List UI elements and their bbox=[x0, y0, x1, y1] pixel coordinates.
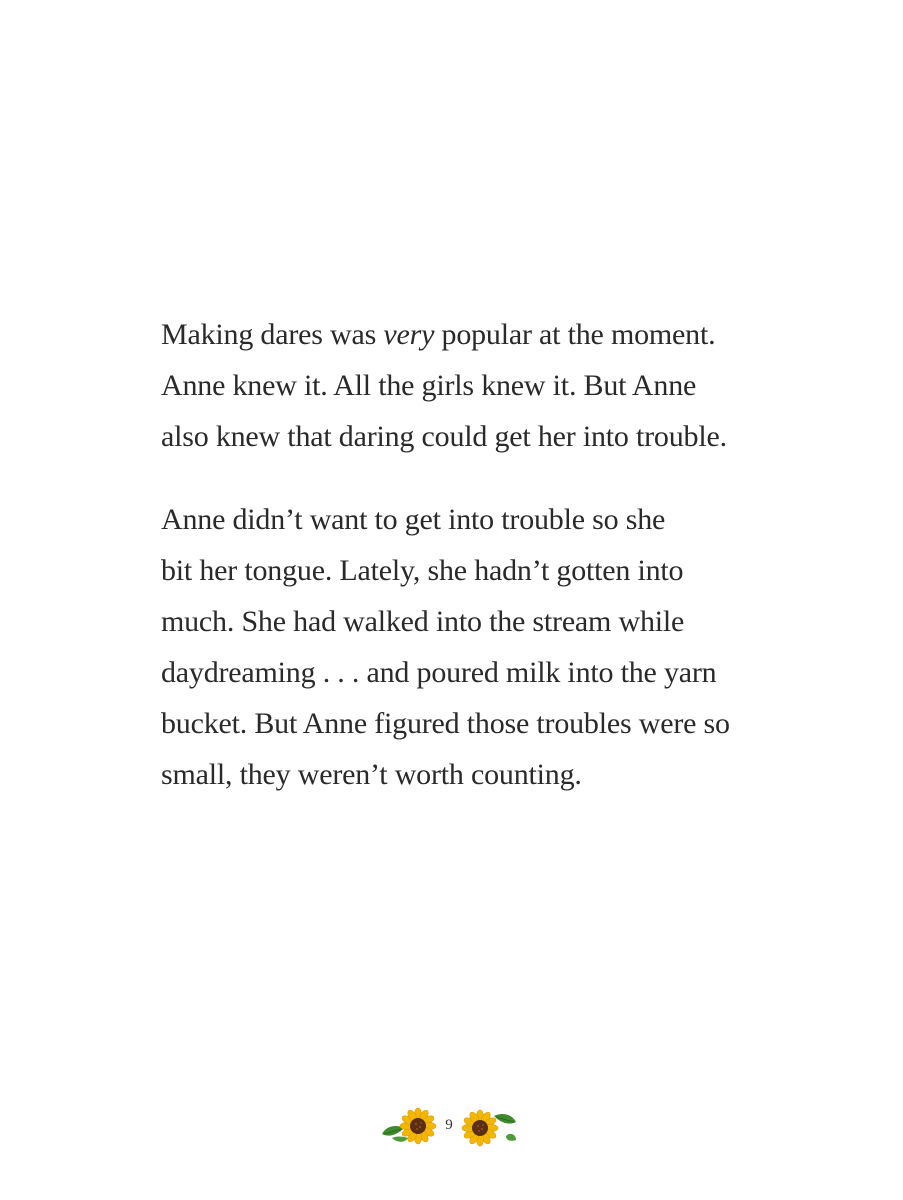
text-line: Making dares was very popular at the moment. bbox=[161, 318, 716, 351]
paragraph-1 bbox=[161, 309, 801, 462]
text-line: much. She had walked into the stream while bbox=[161, 605, 685, 638]
text-line: bit her tongue. Lately, she hadn’t gotten into bbox=[161, 554, 684, 587]
text-line: bucket. But Anne figured those troubles were so bbox=[161, 707, 730, 740]
text-line: daydreaming . . . and poured milk into the yarn bbox=[161, 656, 717, 689]
text-line: Anne didn’t want to get into trouble so she bbox=[161, 503, 666, 536]
page-footer bbox=[0, 1104, 903, 1152]
text-line: small, they weren’t worth counting. bbox=[161, 758, 582, 791]
sunflower-icon bbox=[378, 1104, 442, 1148]
text-line: also knew that daring could get her into trouble. bbox=[161, 420, 727, 453]
page-number: 9 bbox=[445, 1117, 453, 1133]
text-line: Anne knew it. All the girls knew it. But Anne bbox=[161, 369, 697, 402]
emphasis-text: very bbox=[383, 318, 435, 351]
paragraph-2 bbox=[161, 494, 801, 800]
sunflower-icon bbox=[456, 1104, 520, 1148]
